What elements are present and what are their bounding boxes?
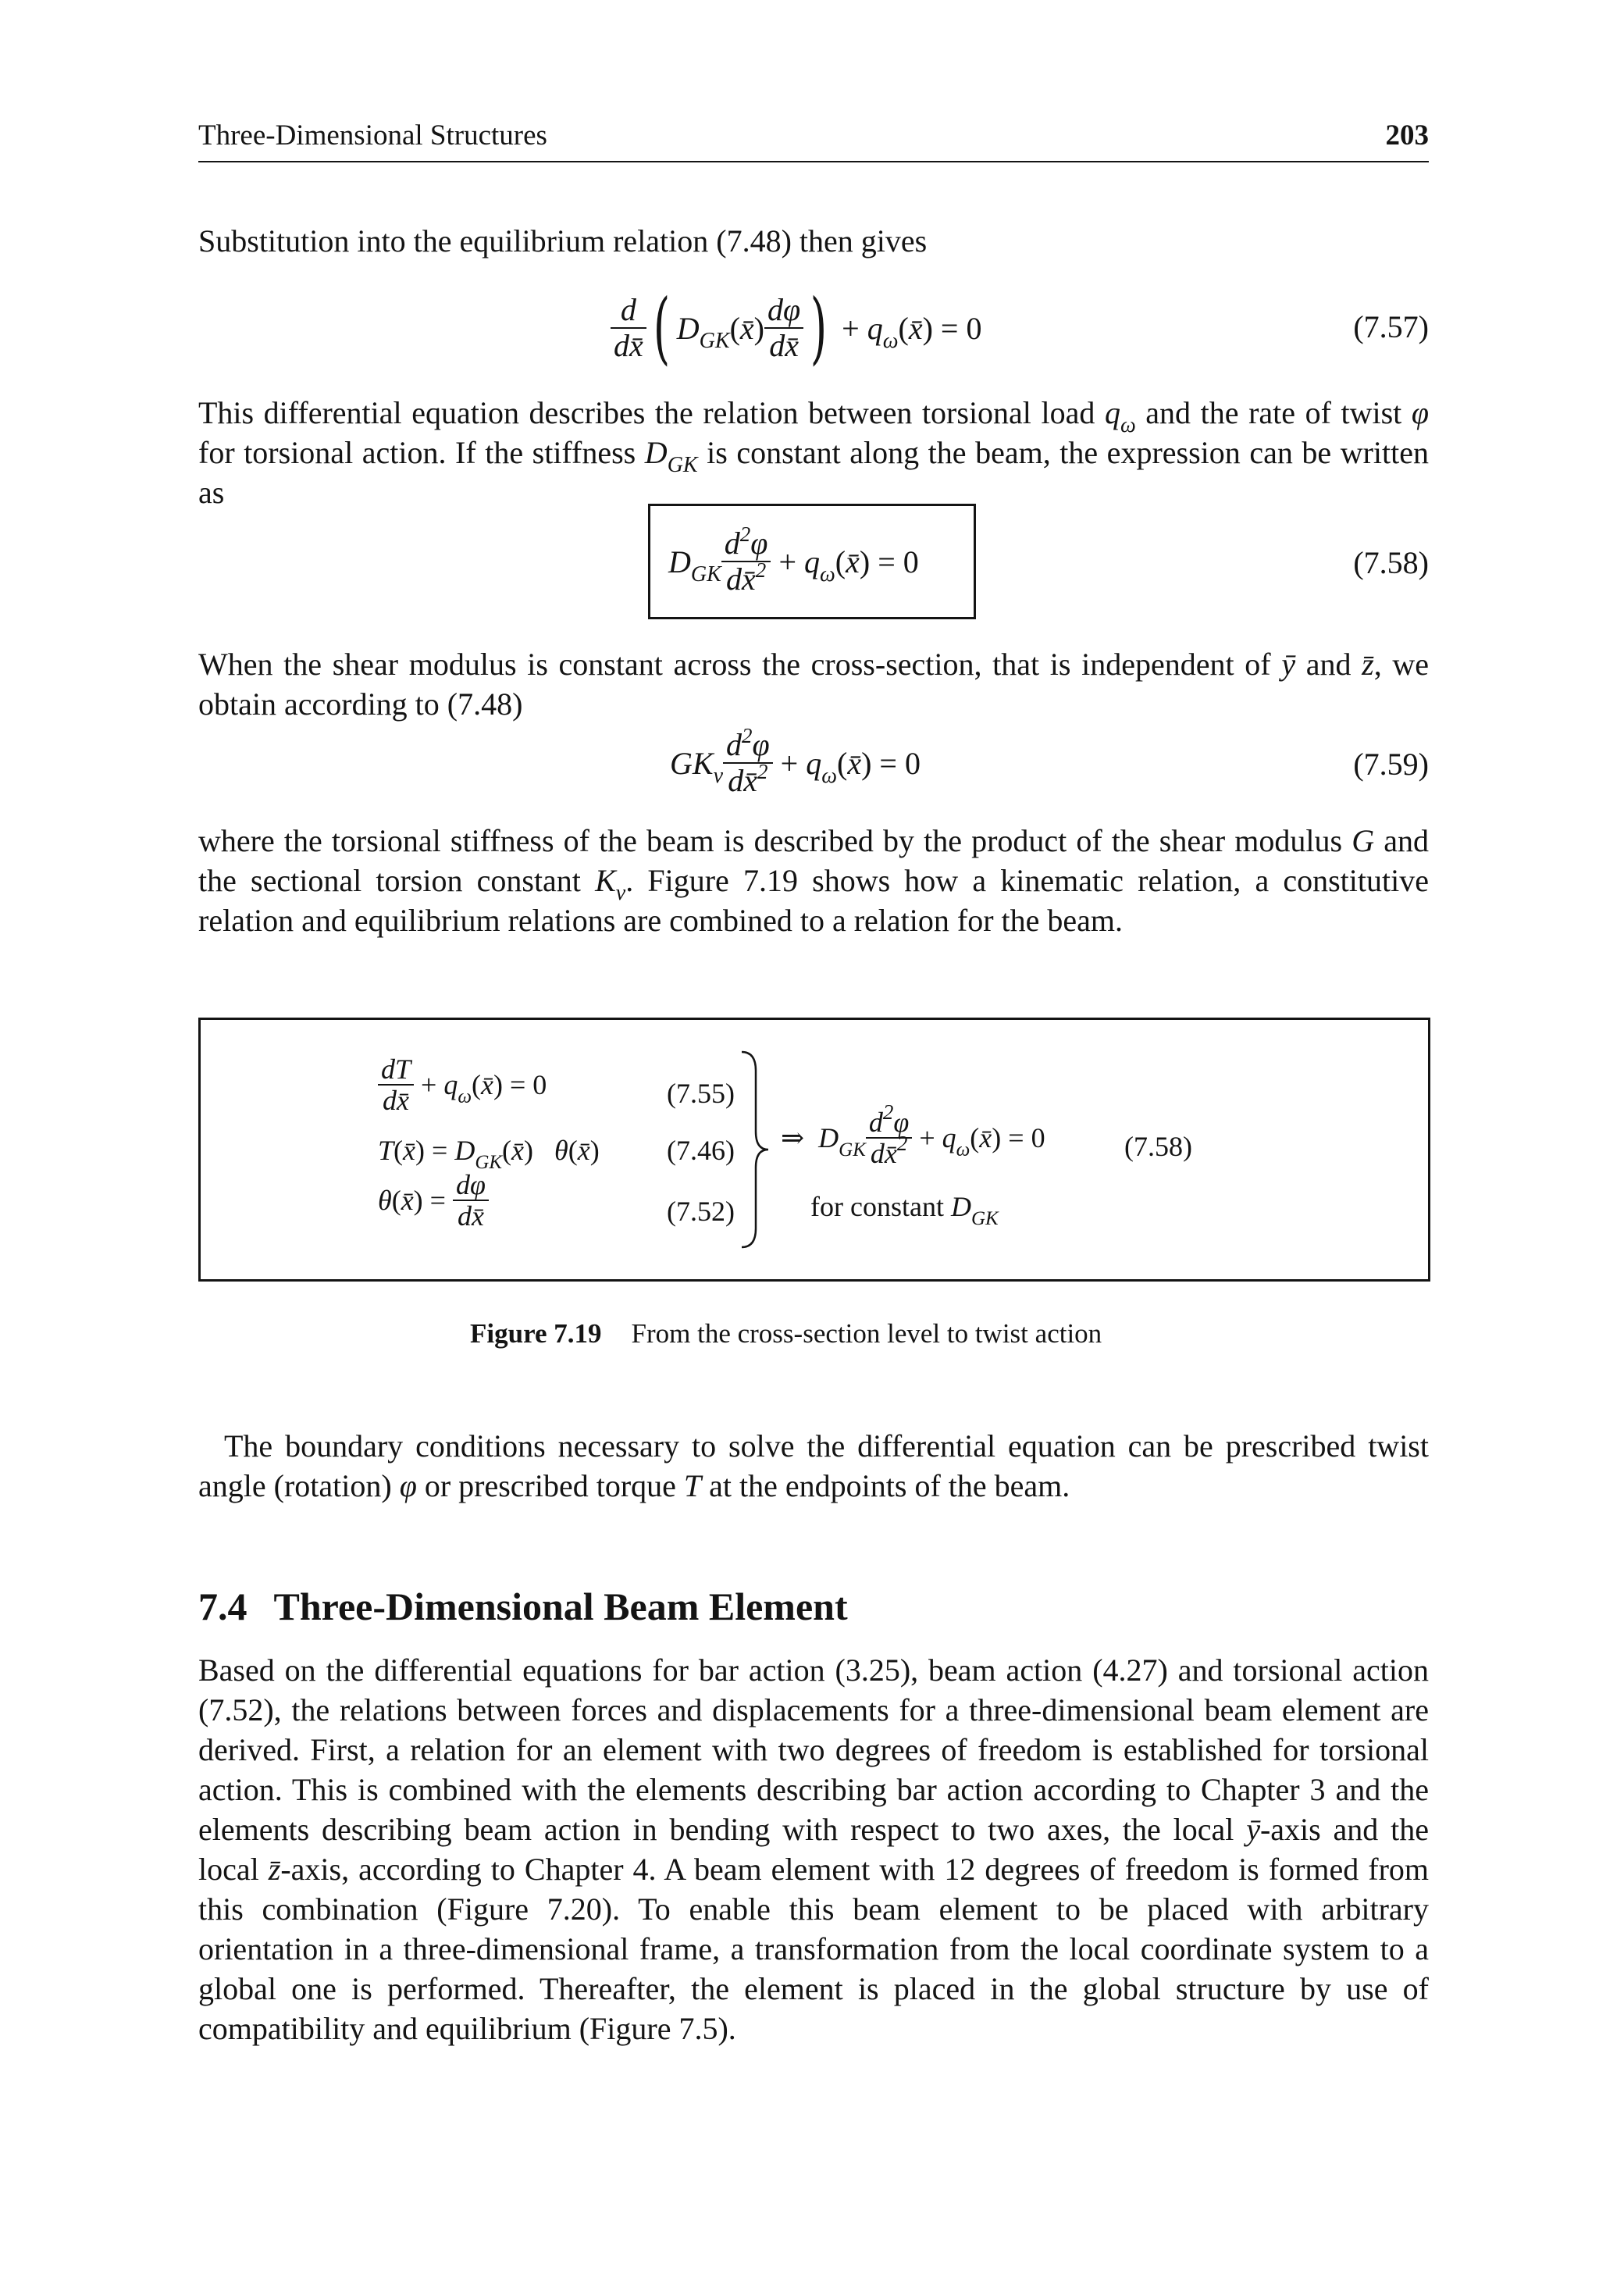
paragraph-boundary-conditions xyxy=(198,1426,1429,1506)
para4-text-2: and the sectional torsion constant xyxy=(198,823,1429,898)
equation-7-58: $D_{GK}$ $\frac{d^2\varphi}{dx̄^2}$ + $q_\omega(x̄) = 0$ xyxy=(668,522,919,597)
figure-eq-constitutive: T(x̄) = $D_{GK}(x̄)$ θ(x̄) xyxy=(378,1135,600,1173)
figure-caption-text: From the cross-section level to twist action xyxy=(631,1318,1102,1349)
para6-text-2: -axis and the local xyxy=(198,1812,1430,1887)
para2-text-2: and the rate of twist xyxy=(1135,395,1412,430)
equation-number-7-57: (7.57) xyxy=(1353,309,1429,344)
figure-caption-label: Figure 7.19 xyxy=(470,1318,602,1349)
para2-text-1: This differential equation describes the relation between torsional load xyxy=(198,395,1105,430)
figure-implies-result: ⇒ $D_{GK}$ $\frac{d^2\varphi}{dx̄^2}$ + $q_\omega(x̄) = 0$ xyxy=(781,1100,1045,1169)
figure-for-constant-text: for constant xyxy=(810,1191,951,1222)
equation-7-57: $\frac{d}{dx̄}$ ( $D_{GK}(x̄)$ $\frac{d\varphi}{dx̄}$ ) + $q_\omega(x̄) = 0$ xyxy=(611,285,981,371)
para5-text-3: at the endpoints of the beam. xyxy=(701,1468,1070,1503)
para2-text-4: is constant along the beam, the expression can be written as xyxy=(198,435,1429,510)
right-brace xyxy=(740,1050,771,1249)
para5-text-2: or prescribed torque xyxy=(416,1468,684,1503)
para3-text-1: When the shear modulus is constant across the cross-section, that is independent of xyxy=(198,647,1282,682)
para6-text-3: -axis, according to Chapter 4. A beam element with 12 degrees of freedom is formed from this combination (Figure 7.20). To enable this beam element to be placed with arbitrary orientation in a three-dimensional frame, a transformation from the local coordinate system to a global one is performed. Thereafter, the element is placed in the global structure by use of compatibility and equilibrium (Figure 7.5). xyxy=(198,1852,1430,2046)
figure-ref-7-46: (7.46) xyxy=(667,1135,735,1166)
equation-number-7-58: (7.58) xyxy=(1353,545,1429,580)
para3-z-bar: z̄ xyxy=(1362,647,1374,682)
figure-eq-kinematic: θ(x̄) = $\frac{d\varphi}{dx̄}$ xyxy=(378,1170,489,1231)
para5-t: T xyxy=(683,1468,702,1503)
para2-text-3: for torsional action. If the stiffness xyxy=(198,435,645,470)
para3-text-2: , we obtain according to (7.48) xyxy=(198,647,1429,722)
para4-g: G xyxy=(1351,823,1375,858)
para6-y-bar: ȳ xyxy=(1246,1812,1260,1847)
para6-text-1: Based on the differential equations for bar action (3.25), beam action (4.27) and torsional action (7.52), the relations between forces and displacements for a three-dimensional beam element are derived. First, a relation for an element with two degrees of freedom is established for torsional action. This is combined with the elements describing bar action according to Chapter 3 and the elements describing beam action in bending with respect to two axes, the local xyxy=(198,1652,1429,1847)
para4-text-3: . Figure 7.19 shows how a kinematic relation, a constitutive relation and equilibrium relations are combined to a relation for the beam. xyxy=(198,863,1430,938)
figure-for-constant: for constant $D_{GK}$ xyxy=(810,1191,999,1229)
figure-ref-7-58: (7.58) xyxy=(1124,1131,1192,1162)
para4-text-1: where the torsional stiffness of the beam is described by the product of the shear modulus xyxy=(198,823,1352,858)
running-header xyxy=(198,117,1429,162)
section-title: Three-Dimensional Beam Element xyxy=(273,1585,848,1628)
figure-caption xyxy=(470,1318,1102,1349)
figure-eq-equilibrium: $\frac{dT}{dx̄}$ + $q_\omega(x̄) = 0$ xyxy=(378,1054,547,1115)
running-title: Three-Dimensional Structures xyxy=(198,119,547,152)
figure-ref-7-52: (7.52) xyxy=(667,1196,735,1227)
section-number: 7.4 xyxy=(198,1585,248,1628)
paragraph-shear-modulus xyxy=(198,644,1429,724)
para6-z-bar: z̄ xyxy=(268,1852,281,1887)
intro-paragraph: Substitution into the equilibrium relation (7.48) then gives xyxy=(198,223,928,258)
paragraph-torsional-load: This differential equation describes the relation between torsional load $q_\omega$ and the rate of twist φ for torsional action. If the stiffness $D_{GK}$ is constant along the beam, the expression can be written as xyxy=(198,395,1429,510)
para3-y-bar: ȳ xyxy=(1281,647,1296,682)
para3-and: and xyxy=(1295,647,1362,682)
paragraph-beam-element xyxy=(198,1650,1429,2048)
figure-ref-7-55: (7.55) xyxy=(667,1078,735,1109)
page-number: 203 xyxy=(1385,119,1429,152)
equation-number-7-59: (7.59) xyxy=(1353,747,1429,782)
para5-phi: φ xyxy=(399,1468,417,1503)
paragraph-torsional-stiffness: where the torsional stiffness of the beam is described by the product of the shear modulus G and the sectional torsion constant $K_v$. Figure 7.19 shows how a kinematic relation, a constitutive relation and equilibrium relations are combined to a relation for the beam. xyxy=(198,823,1430,938)
para5-text-1: The boundary conditions necessary to solve the differential equation can be prescribed twist angle (rotation) xyxy=(198,1428,1429,1503)
equation-7-59: $GK_v$ $\frac{d^2\varphi}{dx̄^2}$ + $q_\omega(x̄) = 0$ xyxy=(670,724,921,798)
section-heading xyxy=(198,1584,848,1629)
